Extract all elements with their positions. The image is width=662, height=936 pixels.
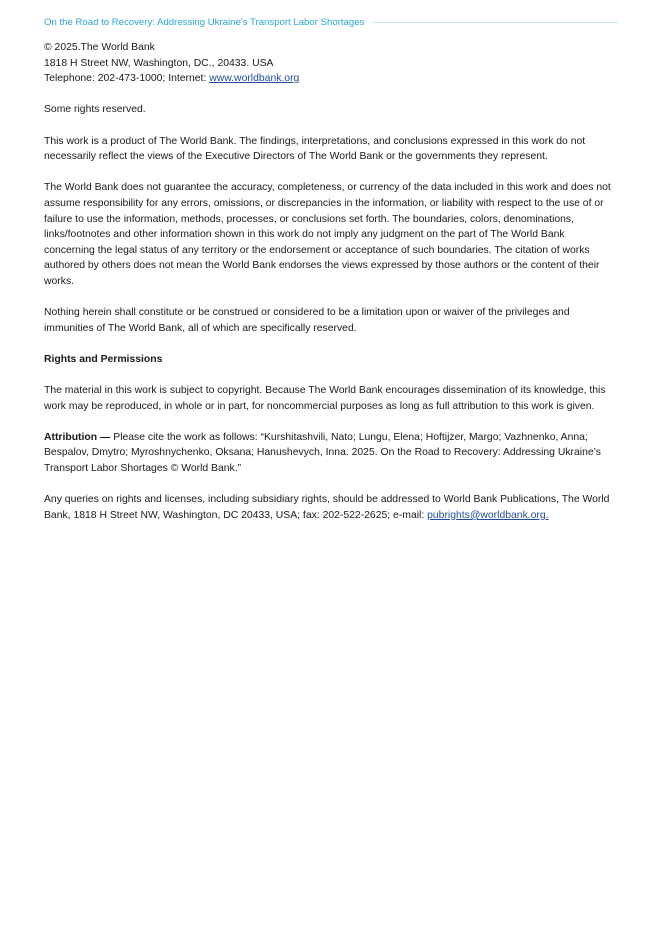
header-rule: [372, 22, 618, 23]
copyright-line: © 2025.The World Bank: [44, 42, 155, 53]
attribution-text: Please cite the work as follows: “Kurshitashvili, Nato; Lungu, Elena; Hoftijzer, Margo; Vazhnenko, Anna; Bespalov, Dmytro; Myroshnychenko, Oksana; Hanushevych, Inna. 2025. On the Road to Recovery: Addressing Ukraine’s Transport Labor Shortages © World Bank.”: [44, 431, 601, 475]
running-header-title: On the Road to Recovery: Addressing Ukraine’s Transport Labor Shortages: [44, 17, 365, 28]
privileges-paragraph: Nothing herein shall constitute or be construed or considered to be a limitation upon or waiver of the privileges and immunities of The World Bank, all of which are specifically reserved.: [44, 307, 570, 334]
material-paragraph: The material in this work is subject to copyright. Because The World Bank encourages dissemination of its knowledge, this work may be reproduced, in whole or in part, for noncommercial purposes as long as full attribution to this work is given.: [44, 385, 606, 412]
contact-line: [44, 71, 618, 87]
guarantee-paragraph: The World Bank does not guarantee the accuracy, completeness, or currency of the data included in this work and does not assume responsibility for any errors, omissions, or discrepancies in the information, or liability with respect to the use of or failure to use the information, methods, processes, or conclusions set forth. The boundaries, colors, denominations, links/footnotes and other information shown in this work do not imply any judgment on the part of The World Bank concerning the legal status of any territory or the endorsement or acceptance of such boundaries. The citation of works authored by others does not mean the World Bank endorses the views expressed by those authors or the content of their works.: [44, 182, 611, 287]
rights-reserved: Some rights reserved.: [44, 104, 146, 116]
email-link[interactable]: pubrights@worldbank.org.: [427, 509, 549, 521]
copyright-block: [44, 40, 618, 87]
rights-heading: Rights and Permissions: [44, 353, 163, 365]
attribution-label: Attribution —: [44, 431, 111, 443]
queries-paragraph: [44, 492, 618, 523]
queries-text: Any queries on rights and licenses, including subsidiary rights, should be addressed to World Bank Publications, The World Bank, 1818 H Street NW, Washington, DC 20433, USA; fax: 202-522-2625; e-mail:: [44, 494, 610, 521]
address-line: 1818 H Street NW, Washington, DC., 20433. USA: [44, 57, 274, 69]
copyright-content: [44, 40, 618, 539]
product-paragraph: This work is a product of The World Bank. The findings, interpretations, and conclusions expressed in this work do not necessarily reflect the views of the Executive Directors of The World Bank or the governments they represent.: [44, 135, 586, 163]
website-link[interactable]: www.worldbank.org: [209, 73, 300, 85]
attribution-paragraph: [44, 430, 618, 477]
running-header: [44, 17, 618, 28]
telephone-text: Telephone: 202-473-1000; Internet:: [44, 73, 210, 85]
